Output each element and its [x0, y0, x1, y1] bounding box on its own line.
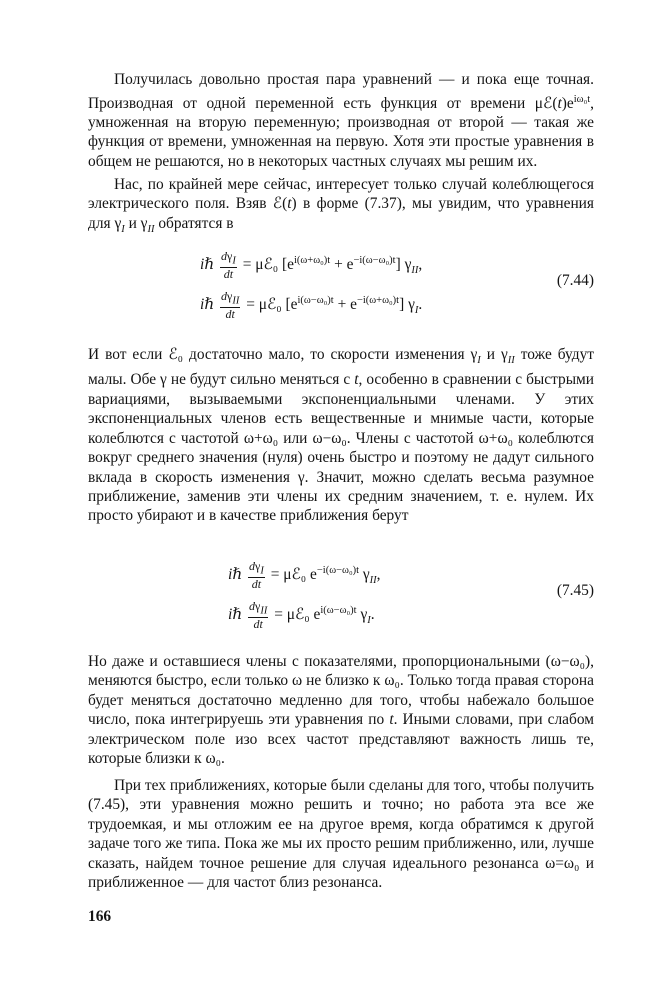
paragraph-1 [88, 70, 594, 171]
paragraph-5-text: При тех приближениях, которые были сделаны для того, чтобы получить (7.45), эти уравнения можно решить и точно; но работа эта все же трудоемкая, и мы отложим ее на другое время, когда обратимся к другой задаче того же типа. Пока же мы их просто решим приближенно, или, лучше сказать, найдем точное решение для случая идеального резонанса ω=ω₀ и приближенное — для частот близ резонанса. [88, 777, 594, 892]
equation-7-45-line-2-text: iℏ $\frac{d\gamma_{II}}{dt}$ = μℰ₀ $e^{i(\omega-\omega_0)t}$ $\gamma_I$. [228, 599, 375, 632]
paragraph-3 [88, 345, 594, 526]
equation-7-44-line-1 [200, 250, 422, 281]
equation-number-7-45: (7.45) [556, 582, 594, 599]
equation-7-44-line-2 [200, 290, 422, 321]
equation-7-44-line-2-text: iℏ $\frac{d\gamma_{II}}{dt}$ = μℰ₀ $[e^{i(\omega-\omega_0)t} + e^{-i(\omega+\omega_0)t}]$ $\gamma_I$. [200, 289, 423, 322]
equation-7-44 [88, 250, 594, 330]
equation-7-44-line-1-text: iℏ $\frac{d\gamma_I}{dt}$ = μℰ₀ $[e^{i(\omega+\omega_0)t} + e^{-i(\omega-\omega_0)t}]$ $\gamma_{II}$, [200, 249, 423, 282]
paragraph-2 [88, 175, 594, 239]
paragraph-3-text: И вот если ℰ₀ достаточно мало, то скорости изменения $\gamma_I$ и $\gamma_{II}$ тоже будут малы. Обе γ не будут сильно меняться с t, особенно в сравнении с быстрыми вариациями, вызываемыми экспоненциальными членами. У этих экспоненциальных членов есть вещественные и мнимые части, которые колеблются с частотой ω+ω₀ или ω−ω₀. Члены с частотой ω+ω₀ колеблются вокруг среднего значения (нуля) очень быстро и поэтому не дадут сильного вклада в скорость изменения γ. Значит, можно сделать весьма разумное приближение, заменив эти члены их средним значением, т. е. нулем. Их просто убирают и в качестве приближения берут [88, 346, 595, 525]
paragraph-5 [88, 776, 594, 892]
paragraph-2-text: Нас, по крайней мере сейчас, интересует только случай колеблющегося электрического поля. Взяв ℰ(t) в форме (7.37), мы увидим, что уравнения для $\gamma_I$ и $\gamma_{II}$ обратятся в [88, 176, 595, 235]
paragraph-4-text: Но даже и оставшиеся члены с показателями, пропорциональными (ω−ω₀), меняются быстро, если только ω не близко к ω₀. Только тогда правая сторона будет меняться достаточно медленно для того, чтобы набежало большое число, пока интегрируешь эти уравнения по t. Иными словами, при слабом электрическом поле изо всех частот представляют важность лишь те, которые близки к ω₀. [88, 653, 594, 768]
equation-number-7-44: (7.44) [556, 272, 594, 289]
equation-7-45-line-2 [228, 600, 375, 631]
equation-7-45-line-1 [228, 560, 381, 591]
paragraph-4 [88, 652, 594, 768]
page-number: 166 [88, 908, 112, 925]
equation-7-45-line-1-text: iℏ $\frac{d\gamma_I}{dt}$ = μℰ₀ $e^{-i(\omega-\omega_0)t}$ $\gamma_{II}$, [228, 559, 381, 592]
equation-7-45 [88, 560, 594, 640]
paragraph-1-text: Получилась довольно простая пара уравнений — и пока еще точная. Производная от одной переменной есть функция от времени $\mu ℰ(t)e^{i\omega_0t}$, умноженная на вторую переменную; производная от второй — такая же функция от времени, умноженная на первую. Хотя эти простые уравнения в общем не решаются, но в некоторых частных случаях мы решим их. [88, 71, 594, 170]
